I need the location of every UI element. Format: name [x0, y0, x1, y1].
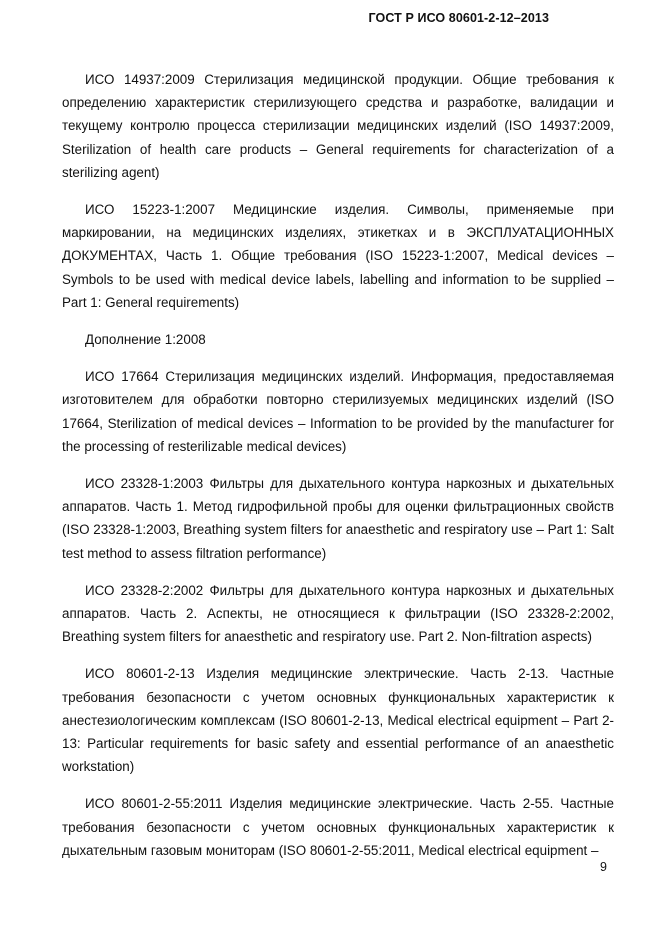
- reference-amendment: Дополнение 1:2008: [85, 332, 206, 348]
- document-code-header: ГОСТ Р ИСО 80601-2-12–2013: [368, 11, 549, 25]
- reference-iso-23328-1: ИСО 23328-1:2003 Фильтры для дыхательного контура наркозных и дыхательных аппаратов. Часть 1. Метод гидрофильной пробы для оценки фильтрационных свойств (ISO 23328-1:2003, Breathing system filters for anaesthetic and respiratory use – Part 1: Salt test method to assess filtration performance): [62, 476, 614, 561]
- document-body: [62, 68, 614, 876]
- page-number: 9: [600, 860, 607, 874]
- reference-iso-80601-2-55: ИСО 80601-2-55:2011 Изделия медицинские электрические. Часть 2-55. Частные требования безопасности с учетом основных функциональных характеристик к дыхательным газовым мониторам (ISO 80601-2-55:2011, Medical electrical equipment –: [62, 796, 614, 858]
- reference-iso-23328-2: ИСО 23328-2:2002 Фильтры для дыхательного контура наркозных и дыхательных аппаратов. Часть 2. Аспекты, не относящиеся к фильтрации (ISO 23328-2:2002, Breathing system filters for anaesthetic and respiratory use. Part 2. Non-filtration aspects): [62, 582, 614, 645]
- reference-iso-14937: ИСО 14937:2009 Стерилизация медицинской продукции. Общие требования к определению характеристик стерилизующего средства и разработке, валидации и текущему контролю процесса стерилизации медицинских изделий (ISO 14937:2009, Sterilization of health care products – General requirements for characterization of a sterilizing agent): [62, 72, 614, 180]
- reference-iso-15223-1: ИСО 15223-1:2007 Медицинские изделия. Символы, применяемые при маркировании, на медицинских изделиях, этикетках и в ЭКСПЛУАТАЦИОННЫХ ДОКУМЕНТАХ, Часть 1. Общие требования (ISO 15223-1:2007, Medical devices – Symbols to be used with medical device labels, labelling and information to be supplied – Part 1: General requirements): [62, 202, 614, 310]
- reference-iso-80601-2-13: ИСО 80601-2-13 Изделия медицинские электрические. Часть 2-13. Частные требования безопасности с учетом основных функциональных характеристик к анестезиологическим комплексам (ISO 80601-2-13, Medical electrical equipment – Part 2-13: Particular requirements for basic safety and essential performance of an anaesthetic workstation): [62, 666, 614, 775]
- reference-iso-17664: ИСО 17664 Стерилизация медицинских изделий. Информация, предоставляемая изготовителем для обработки повторно стерилизуемых медицинских изделий (ISO 17664, Sterilization of medical devices – Information to be provided by the manufacturer for the processing of resterilizable medical devices): [62, 369, 614, 454]
